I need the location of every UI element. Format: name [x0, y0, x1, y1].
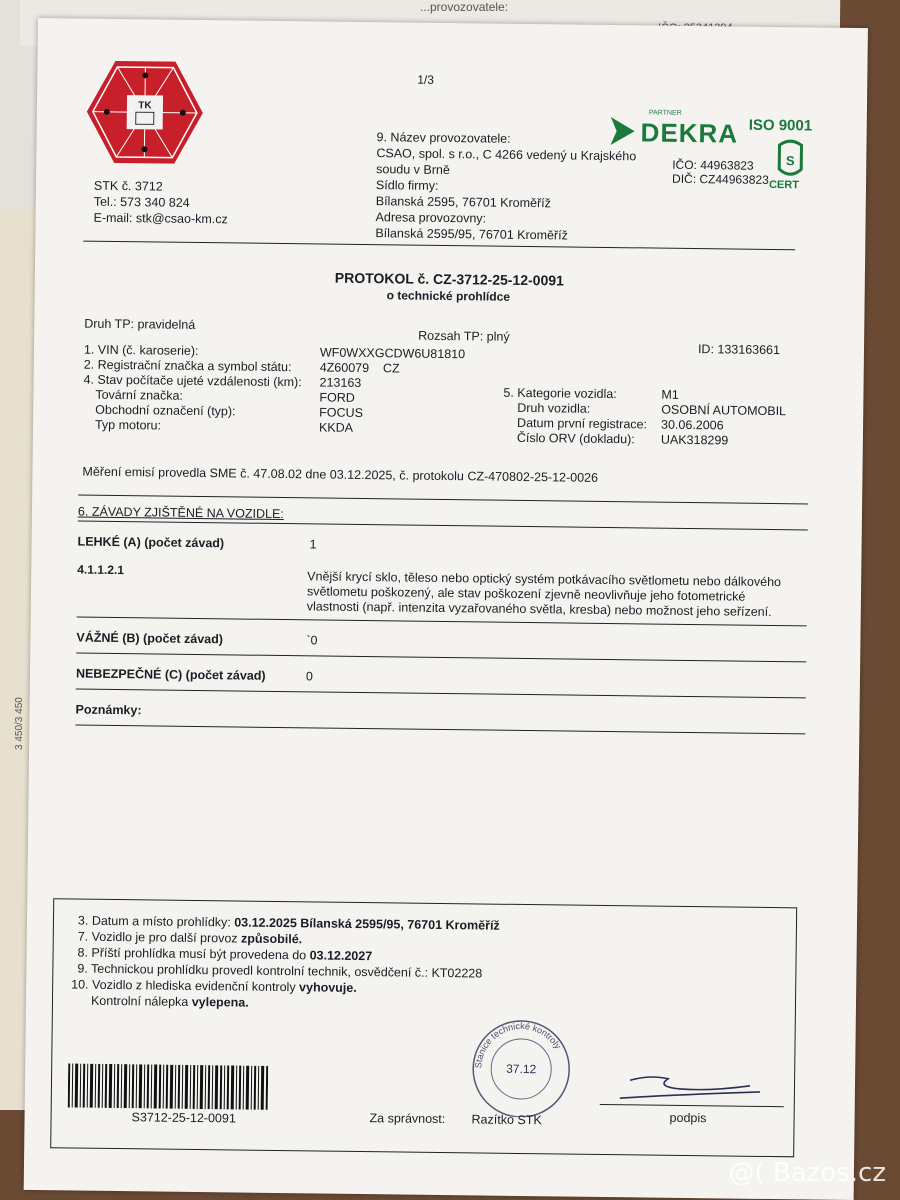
notes-label: Poznámky:	[75, 702, 142, 718]
vehicle-field-value: 213163	[319, 375, 362, 390]
operator-label: 9. Název provozovatele:	[376, 130, 511, 146]
background-paper-text: ...provozovatele:	[420, 0, 509, 14]
vehicle-field-value: OSOBNÍ AUTOMOBIL	[661, 402, 787, 419]
page-number: 1/3	[417, 72, 435, 87]
cert-label: CERT	[768, 178, 800, 192]
result-label: Kontrolní nálepka	[90, 993, 192, 1009]
vehicle-field-value: UAK318299	[660, 432, 729, 448]
dekra-arrow-icon	[606, 115, 636, 147]
protocol-subtitle: o technické prohlídce	[386, 288, 511, 304]
seat-address: Bílanská 2595, 76701 Kroměříž	[375, 194, 551, 211]
stamp-label: Razítko STK	[471, 1112, 542, 1128]
emissions-note: Měření emisí provedla SME č. 47.08.02 dne 03.12.2025, č. protokolu CZ-470802-25-12-0026	[82, 464, 599, 485]
defect-description-line: světlometu poškozený, ale stav poškození zjevně neovlivňuje jeho fotometrické	[306, 584, 746, 604]
result-value: 03.12.2025 Bílanská 2595/95, 76701 Kroměříž	[234, 915, 500, 933]
seat-label: Sídlo firmy:	[375, 178, 439, 193]
vehicle-field-value: KKDA	[318, 420, 354, 435]
defect-description-line: vlastnosti (např. intenzita vyzařovaného světla, kresba) nebo možnost jeho seřízení.	[306, 599, 772, 620]
vehicle-field-value: FORD	[319, 390, 355, 405]
stk-stamp	[466, 1016, 577, 1117]
result-label: 7. Vozidlo je pro další provoz	[77, 929, 242, 946]
inspection-id: ID: 133163661	[697, 342, 781, 358]
svg-text:S: S	[785, 153, 795, 169]
dekra-ico: IČO: 44963823	[672, 157, 754, 173]
vehicle-field-value: FOCUS	[319, 405, 364, 420]
vehicle-field-label: Obchodní označení (typ):	[95, 402, 236, 419]
vehicle-field-label: 1. VIN (č. karoserie):	[83, 342, 199, 358]
vehicle-field-label: 2. Registrační značka a symbol státu:	[83, 357, 292, 375]
operator-line2: soudu v Brně	[376, 162, 450, 178]
defects-divider	[78, 521, 808, 531]
dekra-partner: PARTNER	[648, 109, 682, 117]
site-label: Adresa provozovny:	[375, 210, 487, 226]
technician: 9. Technickou prohlídku provedl kontrolní technik, osvědčení č.: KT02228	[77, 961, 483, 981]
inspection-scope: Rozsah TP: plný	[418, 328, 510, 344]
bazos-watermark: @( Bazos.cz	[728, 1158, 886, 1188]
vehicle-roadworthy	[78, 930, 303, 947]
inspection-type: Druh TP: pravidelná	[84, 316, 196, 332]
result-label: 10. Vozidlo z hlediska evidenční kontroly	[71, 977, 300, 995]
result-label: 3. Datum a místo prohlídky:	[77, 913, 235, 930]
iso-label: ISO 9001	[748, 116, 813, 135]
result-value: způsobilé.	[240, 931, 303, 947]
section-divider	[78, 495, 808, 505]
vehicle-field-label: Číslo ORV (dokladu):	[516, 430, 635, 447]
vehicle-field-label: Druh vozidla:	[517, 400, 591, 416]
control-sticker	[91, 994, 249, 1010]
defect-code: 4.1.1.2.1	[77, 562, 125, 578]
vehicle-field-label: 4. Stav počítače ujeté vzdálenosti (km):	[83, 372, 302, 390]
dekra-dic: DIČ: CZ44963823	[671, 171, 769, 187]
defects-row-divider	[76, 653, 806, 663]
stamp-number: 37.12	[506, 1061, 537, 1077]
vehicle-field-label: 5. Kategorie vozidla:	[503, 385, 617, 402]
serious-defects-count: `0	[306, 633, 318, 648]
stk-logo	[84, 57, 205, 168]
dangerous-defects-label: NEBEZPEČNÉ (C) (počet závad)	[75, 666, 266, 683]
result-value: vyhovuje.	[299, 980, 357, 995]
dekra-name: DEKRA	[640, 117, 739, 149]
light-defects-label: LEHKÉ (A) (počet závad)	[77, 534, 225, 551]
result-label: 8. Příští prohlídka musí být provedena do	[77, 945, 310, 963]
vehicle-field-label: Typ motoru:	[94, 417, 162, 433]
barcode-text: S3712-25-12-0091	[131, 1110, 236, 1126]
defects-row-divider	[76, 689, 806, 699]
side-paper-label: 3 450/3 450	[14, 697, 25, 750]
vehicle-field-value: M1	[661, 387, 679, 402]
result-value: vylepena.	[191, 994, 249, 1010]
registry-check	[71, 977, 357, 994]
stk-email: E-mail: stk@csao-km.cz	[93, 210, 228, 227]
vehicle-field-label: Tovární značka:	[95, 387, 184, 403]
dangerous-defects-count: 0	[305, 669, 314, 684]
next-inspection	[77, 946, 372, 964]
vehicle-field-label: Datum první registrace:	[517, 415, 648, 432]
protocol-title: PROTOKOL č. CZ-3712-25-12-0091	[334, 269, 564, 289]
signature-label: podpis	[669, 1110, 707, 1126]
vehicle-field-value: WF0WXXGCDW6U81810	[319, 345, 466, 362]
result-box	[50, 898, 797, 1157]
responsible-label: Za správnost:	[369, 1111, 446, 1127]
stk-phone: Tel.: 573 340 824	[93, 194, 190, 210]
operator-line1: CSAO, spol. s r.o., C 4266 vedený u Krajského	[376, 146, 637, 164]
background-side-text	[2, 560, 32, 750]
stk-logo-text: TK	[138, 100, 152, 112]
stk-number: STK č. 3712	[93, 178, 163, 194]
defect-description-line: Vnější krycí sklo, těleso nebo optický systém potkávacího světlometu nebo dálkového	[307, 569, 782, 590]
site-address: Bílanská 2595/95, 76701 Kroměříž	[375, 226, 568, 243]
header-divider	[83, 241, 795, 251]
vehicle-field-value: 30.06.2006	[660, 417, 724, 433]
vehicle-field-value: 4Z60079 CZ	[319, 360, 400, 376]
light-defects-count: 1	[309, 537, 317, 552]
inspection-protocol-document	[24, 18, 868, 1200]
serious-defects-label: VÁŽNÉ (B) (počet závad)	[76, 630, 224, 647]
notes-divider	[75, 725, 805, 735]
stamp-text: Stanice technické kontroly	[473, 1020, 563, 1069]
defects-heading: 6. ZÁVADY ZJIŠTĚNÉ NA VOZIDLE:	[77, 504, 284, 522]
barcode	[68, 1063, 269, 1109]
result-value: 03.12.2027	[309, 948, 373, 964]
